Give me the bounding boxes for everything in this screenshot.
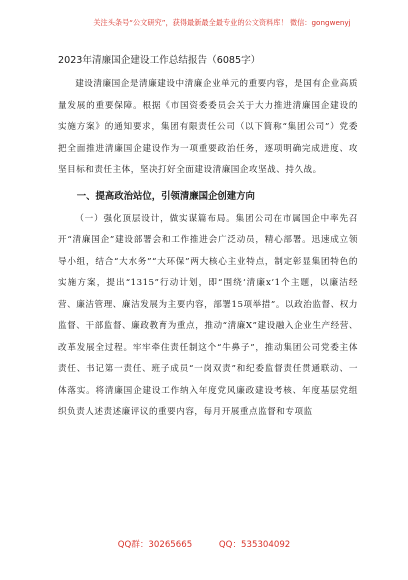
- document-body: [58, 52, 358, 424]
- qq-group: QQ群：30265665: [117, 540, 193, 550]
- document-title: 2023年清廉国企建设工作总结报告（6085字）: [58, 55, 261, 66]
- qq-number: QQ：535304092: [218, 540, 291, 550]
- footer-contact: [0, 538, 408, 550]
- intro-paragraph: 建设清廉国企是清廉建设中清廉企业单元的重要内容，是国有企业高质量发展的重要保障。根据《市国资委委员会关于大力推进清廉国企建设的实施方案》的通知要求，集团有限责任公司（以下简称“集团公司”）党委把全面推进清廉国企建设作为一项重要政治任务，逐项明确完成进度、攻坚目标和责任主体，坚决打好全面建设清廉国企攻坚战、持久战。: [58, 79, 358, 175]
- section-heading: 一、提高政治站位，引领清廉国企创建方向: [76, 190, 255, 202]
- top-banner: 关注头条号“公文研究”，获得最新最全最专业的公文资料库！ 微信：gongwenyj: [93, 18, 351, 27]
- section-paragraph: （一）强化顶层设计，做实谋篇布局。集团公司在市属国企中率先召开“清廉国企”建设部署会和工作推进会广泛动员，精心部署。迅速成立领导小组，结合“大水务”“大环保”两大核心主业特点，制定彰显集团特色的实施方案，提出“1315”行动计划，即“围绕‘清廉x’1个主题，以廉洁经营、廉洁管理、廉洁发展为主要内容，部署15项举措”。以政治监督、权力监督、干部监督、廉政教育为重点，推动“清廉X”建设融入企业生产经营、改革发展全过程。牢牢牵住责任制这个“牛鼻子”，推动集团公司党委主体责任、书记第一责任、班子成员“一岗双责”和纪委监督责任贯通联动、一体落实。将清廉国企建设工作纳入年度党风廉政建设考核、年度基层党组织负责人述责述廉评议的重要内容，每月开展重点监督和专项监: [58, 213, 358, 417]
